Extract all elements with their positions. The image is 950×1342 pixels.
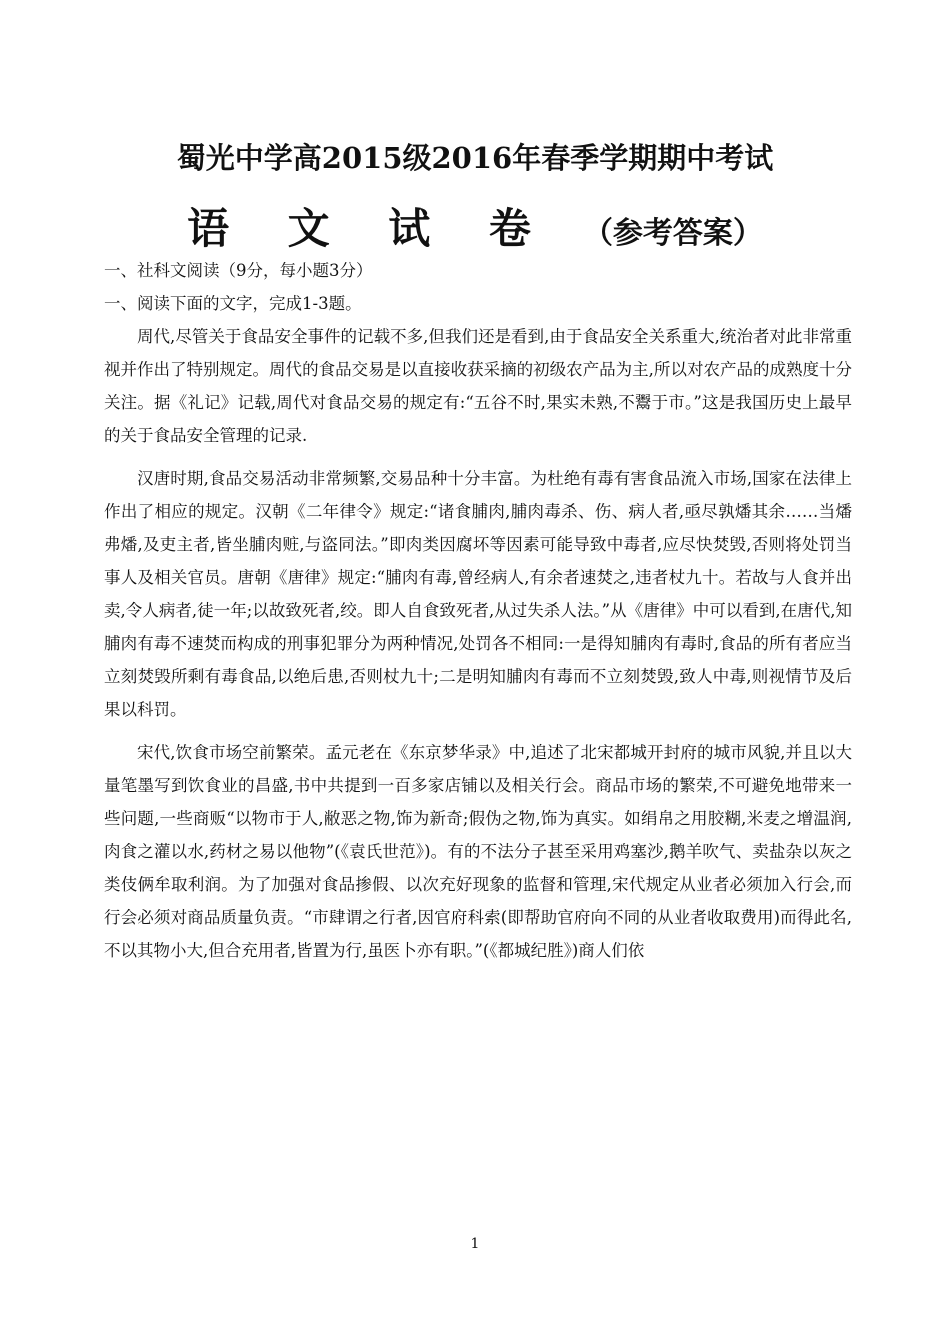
paragraph-song-dynasty: 宋代,饮食市场空前繁荣。孟元老在《东京梦华录》中,追述了北宋都城开封府的城市风貌,并且以大量笔墨写到饮食业的昌盛,书中共提到一百多家店铺以及相关行会。商品市场的繁荣,不可避免地带来一些问题,一些商贩“以物市于人,敝恶之物,饰为新奇;假伪之物,饰为真实。如绢帛之用胶糊,米麦之增温润,肉食之灌以水,药材之易以他物”(《袁氏世范》)。有的不法分子甚至采用鸡塞沙,鹅羊吹气、卖盐杂以灰之类伎俩牟取利润。为了加强对食品掺假、以次充好现象的监督和管理,宋代规定从业者必须加入行会,而行会必须对商品质量负责。“市肆谓之行者,因官府科索(即帮助官府向不同的从业者收取费用)而得此名,不以其物小大,但合充用者,皆置为行,虽医卜亦有职。”(《都城纪胜》)商人们依 bbox=[104, 743, 852, 960]
page-number: 1 bbox=[470, 1236, 480, 1252]
section-instruction: 一、阅读下面的文字，完成1-3题。 bbox=[104, 294, 362, 313]
paper-title-line bbox=[0, 196, 950, 256]
exam-title: 蜀光中学高2015级2016年春季学期期中考试 bbox=[176, 141, 774, 175]
paragraph-zhou-dynasty: 周代,尽管关于食品安全事件的记载不多,但我们还是看到,由于食品安全关系重大,统治者对此非常重视并作出了特别规定。周代的食品交易是以直接收获采摘的初级农产品为主,所以对农产品的成熟度十分关注。据《礼记》记载,周代对食品交易的规定有:“五谷不时,果实未熟,不鬻于市。”这是我国历史上最早的关于食品安全管理的记录. bbox=[104, 327, 852, 445]
subject-title: 语 文 试 卷 bbox=[187, 204, 553, 253]
answer-key-note: （参考答案） bbox=[582, 216, 763, 251]
section-heading: 一、社科文阅读（9分，每小题3分） bbox=[104, 261, 373, 280]
paragraph-han-tang: 汉唐时期,食品交易活动非常频繁,交易品种十分丰富。为杜绝有毒有害食品流入市场,国家在法律上作出了相应的规定。汉朝《二年律令》规定:“诸食脯肉,脯肉毒杀、伤、病人者,亟尽孰燔其余……当燔弗燔,及吏主者,皆坐脯肉赃,与盗同法。”即肉类因腐坏等因素可能导致中毒者,应尽快焚毁,否则将处罚当事人及相关官员。唐朝《唐律》规定:“脯肉有毒,曾经病人,有余者速焚之,违者杖九十。若故与人食并出卖,令人病者,徒一年;以故致死者,绞。即人自食致死者,从过失杀人法。”从《唐律》中可以看到,在唐代,知脯肉有毒不速焚而构成的刑事犯罪分为两种情况,处罚各不相同:一是得知脯肉有毒时,食品的所有者应当立刻焚毁所剩有毒食品,以绝后患,否则杖九十;二是明知脯肉有毒而不立刻焚毁,致人中毒,则视情节及后果以科罚。 bbox=[104, 469, 852, 719]
document-body bbox=[104, 254, 852, 967]
